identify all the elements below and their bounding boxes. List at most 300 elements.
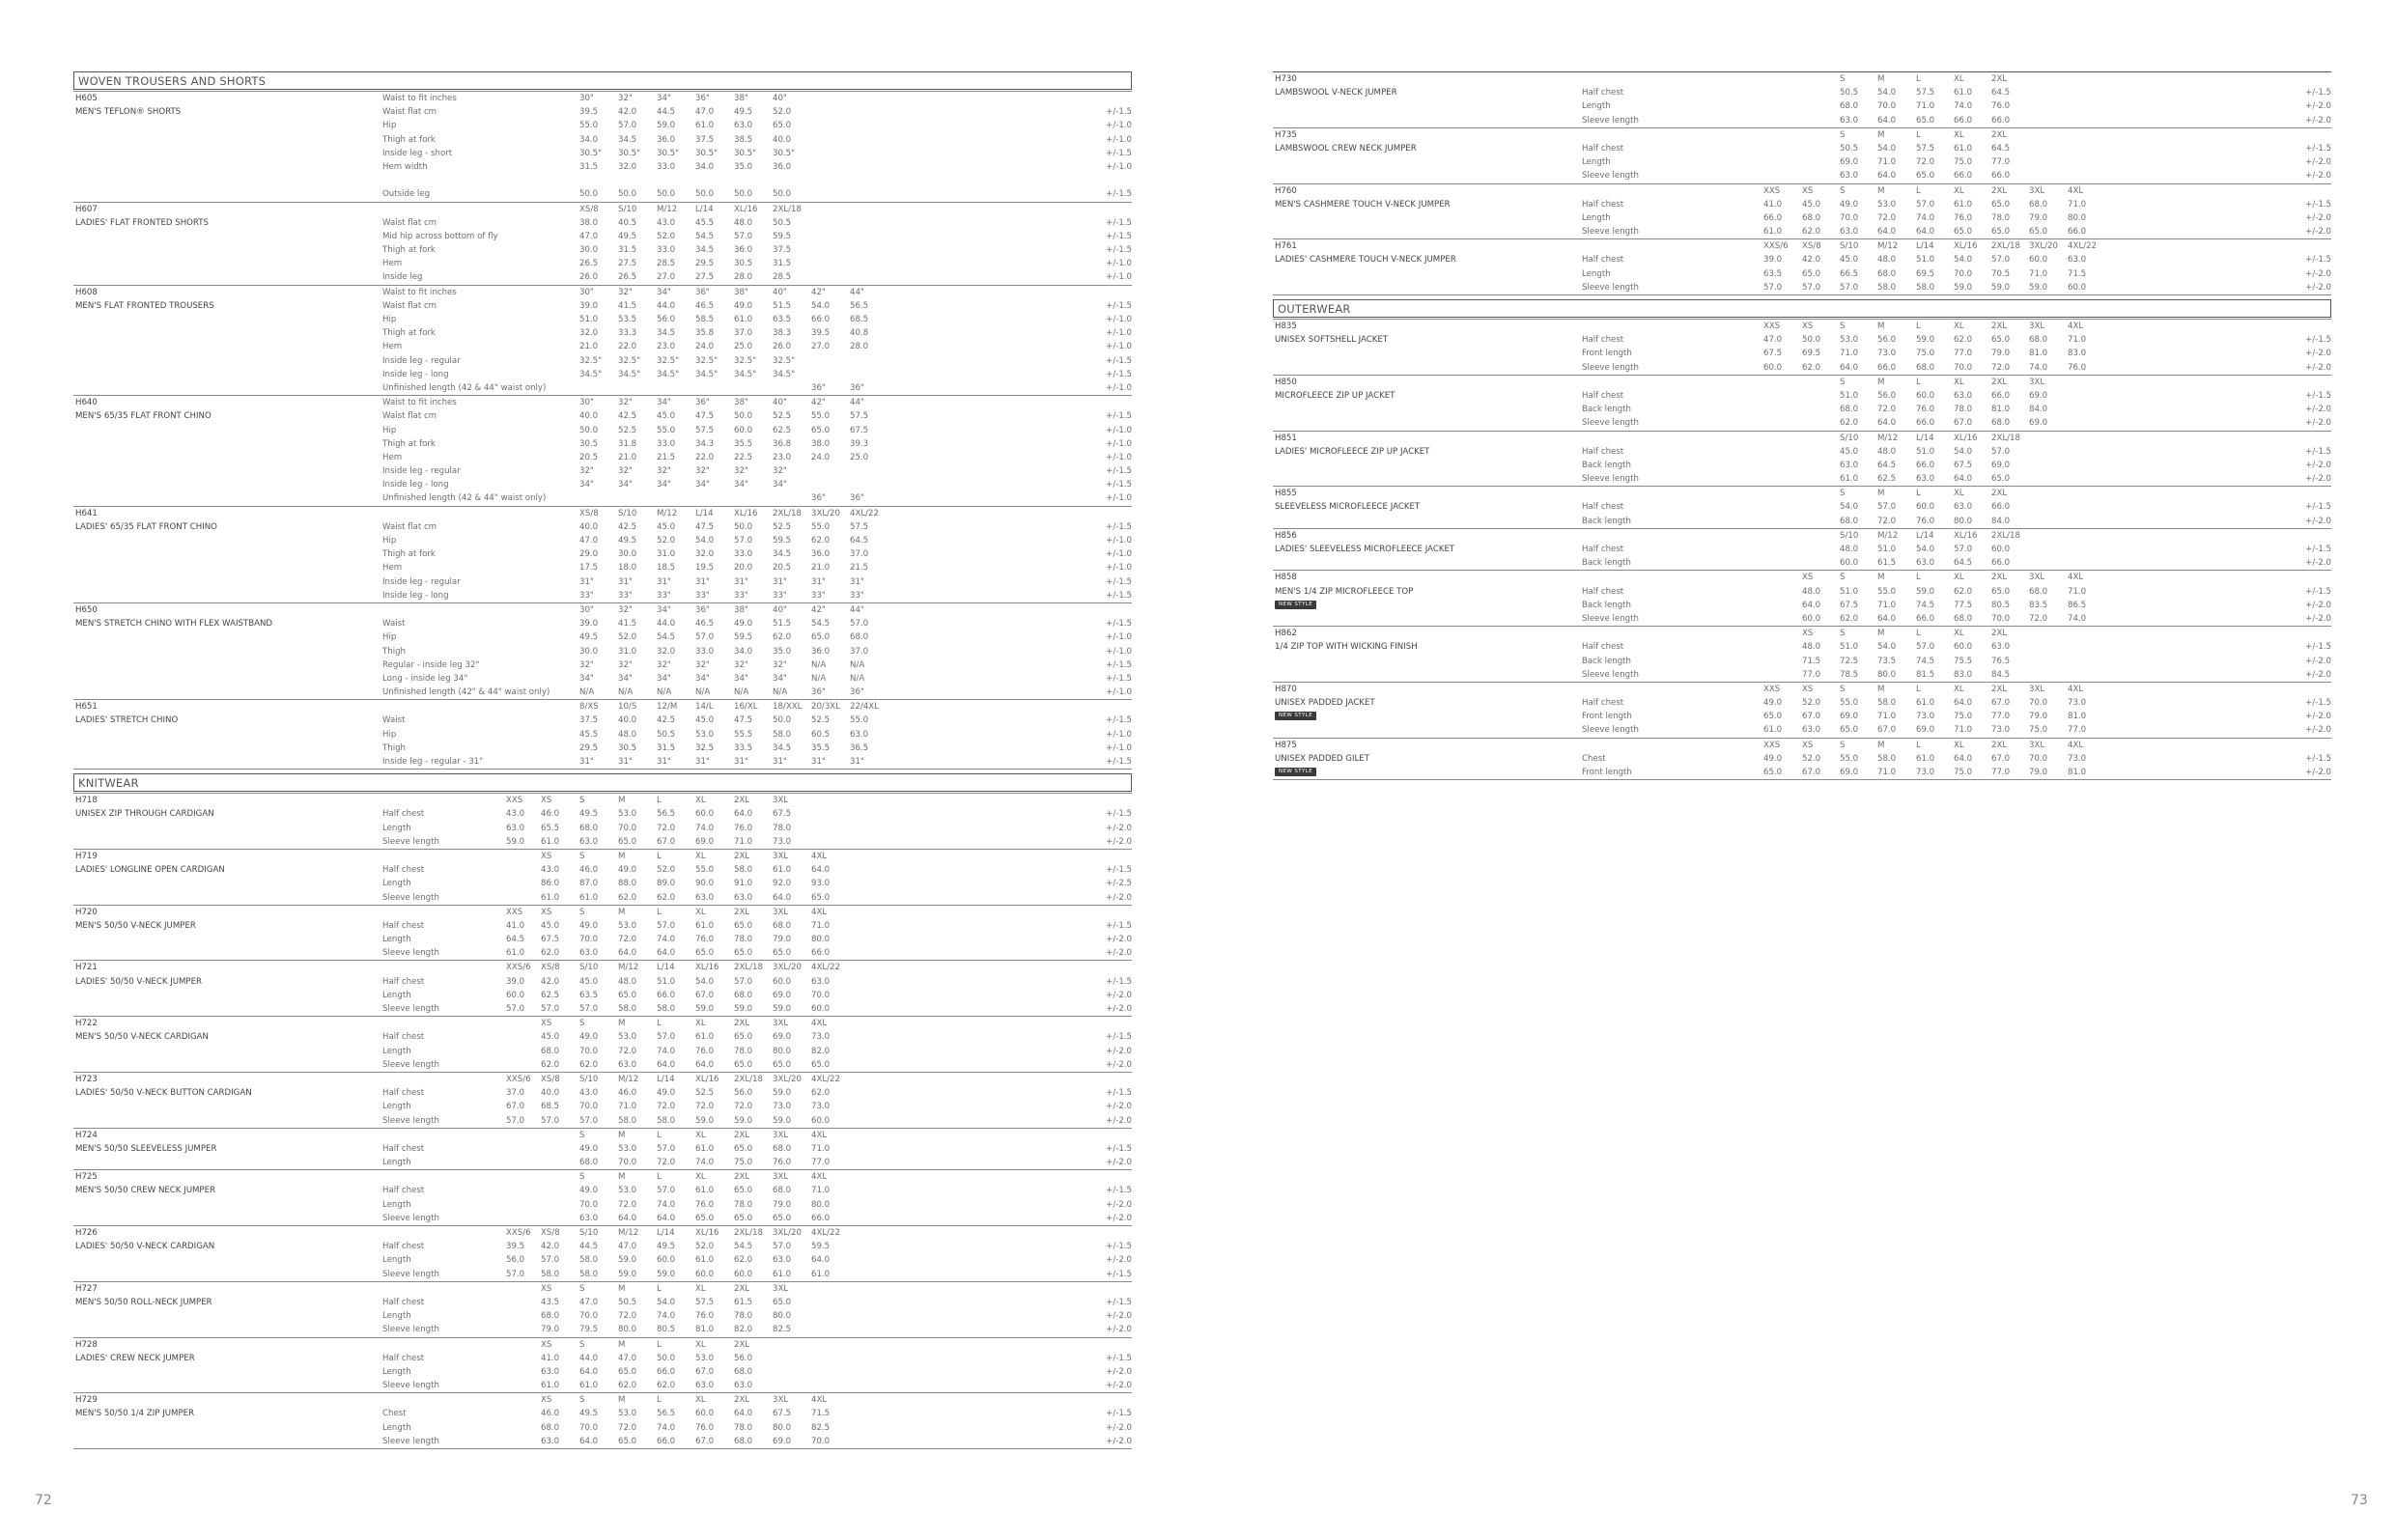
size-value: L (1916, 740, 1921, 750)
size-row (73, 105, 1132, 119)
size-value: 2XL/18 (734, 1228, 763, 1238)
size-value: 66.5 (1840, 268, 1859, 279)
size-value: 68.0 (579, 823, 599, 833)
size-value: 50.5 (1840, 143, 1859, 154)
measurement-label: Back length (1582, 656, 1631, 666)
size-value: 45.0 (541, 920, 560, 931)
size-row (73, 1170, 1132, 1184)
size-value: XL (1954, 740, 1964, 750)
size-value: 72.0 (1877, 516, 1897, 526)
size-value: 61.0 (579, 1381, 599, 1391)
size-value: 63.0 (734, 1381, 753, 1391)
size-value: 66.0 (1991, 171, 2011, 182)
size-row (73, 230, 1132, 243)
size-row (1273, 347, 2331, 360)
size-value: 78.0 (734, 1046, 753, 1056)
tolerance-value: +/-2.0 (2305, 282, 2331, 293)
size-value: S/10 (1840, 530, 1859, 541)
size-value: 59.0 (734, 1004, 753, 1014)
size-value: 68.0 (2029, 586, 2048, 597)
size-value: 25.0 (734, 342, 753, 352)
size-value: 66.0 (1954, 115, 1973, 126)
size-value: 21.0 (618, 452, 637, 462)
size-value: 52.5 (773, 521, 792, 532)
size-row (73, 742, 1132, 755)
size-value: 63.5 (773, 315, 792, 324)
product-code: H761 (1275, 241, 1297, 252)
size-value: 32" (695, 659, 710, 670)
size-value: 75.0 (1954, 768, 1973, 777)
tolerance-value: +/-1.0 (1106, 549, 1132, 560)
size-value: 31" (773, 757, 787, 767)
size-value: 36.0 (734, 245, 753, 256)
size-value: 79.0 (1991, 349, 2011, 359)
size-value: 65.0 (1916, 171, 1935, 182)
tolerance-value: +/-1.5 (1106, 466, 1132, 477)
size-value: 69.0 (773, 990, 792, 1000)
product-block (73, 1169, 1132, 1225)
size-value: 38.5 (734, 134, 753, 145)
size-value: 55.0 (657, 425, 676, 435)
size-row (1273, 766, 2331, 779)
tolerance-value: +/-1.5 (1106, 809, 1132, 820)
size-value: 48.0 (618, 729, 637, 740)
size-value: 55.0 (695, 865, 715, 876)
measurement-label: Hip (382, 729, 397, 740)
size-value: N/A (811, 673, 827, 684)
size-value: 61.0 (773, 1269, 792, 1279)
size-value: 65.0 (773, 948, 792, 959)
size-value: 70.0 (579, 935, 599, 945)
size-value: 78.0 (1954, 405, 1973, 415)
measurement-label: Inside leg - long (382, 369, 449, 379)
product-name: MEN'S 50/50 SLEEVELESS JUMPER (75, 1143, 217, 1154)
size-value: S/10 (579, 1074, 599, 1084)
size-row (73, 1268, 1132, 1281)
size-value: 37.5 (773, 245, 792, 256)
size-value: 61.0 (695, 1032, 715, 1043)
size-row (73, 368, 1132, 381)
product-code: H835 (1275, 322, 1297, 331)
measurement-label: Sleeve length (1582, 171, 1639, 182)
measurement-label: Sleeve length (382, 1436, 439, 1446)
size-row (73, 794, 1132, 807)
size-value: 3XL (2029, 377, 2045, 387)
size-row (73, 603, 1132, 617)
measurement-label: Length (1582, 212, 1611, 223)
product-block (1273, 528, 2331, 571)
size-value: 33.0 (657, 161, 676, 172)
size-value: 49.5 (618, 536, 637, 546)
size-value: 59.5 (773, 536, 792, 546)
size-value: 54.0 (1954, 446, 1973, 457)
measurement-label: Length (382, 1366, 411, 1377)
size-value: 61.0 (1954, 199, 1973, 210)
size-value: 50.0 (657, 189, 676, 200)
product-name: LADIES' 50/50 V-NECK JUMPER (75, 976, 203, 987)
measurement-label: Sleeve length (382, 1269, 439, 1279)
size-row (1273, 333, 2331, 347)
size-value: 68.5 (541, 1102, 560, 1112)
measurement-label: Length (382, 1158, 411, 1168)
size-value: 77.0 (1991, 768, 2011, 777)
size-value: 74.0 (2029, 362, 2048, 373)
size-row (73, 1212, 1132, 1225)
size-value: 22.0 (695, 452, 715, 462)
size-value: 33" (695, 590, 710, 601)
size-value: 71.0 (2068, 335, 2087, 346)
new-style-badge: NEW STYLE (1275, 601, 1316, 609)
size-value: 66.0 (811, 1213, 831, 1223)
size-value: 40.0 (773, 134, 792, 145)
size-value: XXS/6 (506, 1074, 531, 1084)
size-value: 58.0 (1916, 282, 1935, 293)
size-value: 54.0 (1877, 642, 1897, 653)
size-row (73, 822, 1132, 835)
measurement-label: Length (1582, 157, 1611, 168)
size-value: 68.0 (1916, 362, 1935, 373)
size-value: 76.0 (1916, 405, 1935, 415)
size-value: 78.0 (734, 1422, 753, 1433)
size-value: 36.8 (773, 438, 792, 449)
size-value: 32" (734, 466, 748, 477)
product-name: MICROFLEECE ZIP UP JACKET (1275, 390, 1395, 401)
size-value: 56.0 (1877, 390, 1897, 401)
size-value: 2XL/18 (773, 508, 802, 518)
size-value: 74.0 (1954, 101, 1973, 112)
tolerance-value: +/-1.5 (1106, 480, 1132, 490)
size-value: M (1877, 684, 1885, 694)
size-value: 49.0 (1763, 698, 1783, 709)
size-value: 34.5" (734, 369, 757, 379)
size-value: 63.0 (579, 948, 599, 959)
tolerance-value: +/-1.5 (1106, 245, 1132, 256)
size-value: 31.5 (773, 259, 792, 269)
size-row (73, 672, 1132, 686)
size-value: 65.0 (734, 948, 753, 959)
size-value: 64.0 (734, 1409, 753, 1419)
size-value: 60.0 (2068, 282, 2087, 293)
size-value: XS (1802, 185, 1814, 196)
size-value: 32.0 (657, 646, 676, 657)
size-value: 64.0 (1877, 613, 1897, 624)
size-value: 71.5 (811, 1409, 831, 1419)
size-value: M (1877, 74, 1885, 84)
size-value: XS/8 (579, 508, 599, 518)
size-value: 60.0 (773, 976, 792, 987)
size-value: 64.0 (811, 1255, 831, 1266)
measurement-label: Thigh at fork (382, 549, 436, 560)
size-value: 60.0 (695, 1409, 715, 1419)
size-value: 81.0 (2068, 768, 2087, 777)
size-value: 32" (657, 659, 671, 670)
product-name: LADIES' 50/50 V-NECK CARDIGAN (75, 1242, 215, 1252)
size-value: 62.0 (541, 1059, 560, 1070)
size-value: 4XL (2068, 185, 2084, 196)
product-block (73, 793, 1132, 849)
size-value: 64.0 (618, 948, 637, 959)
size-value: L (657, 1283, 662, 1294)
size-value: 47.5 (695, 521, 715, 532)
size-value: 2XL (734, 1339, 750, 1350)
size-value: 49.5 (734, 107, 753, 118)
size-value: 3XL/20 (2029, 241, 2058, 252)
size-row (73, 1352, 1132, 1365)
size-value: 57.0 (1916, 642, 1935, 653)
size-value: XS/8 (579, 204, 599, 214)
size-value: S (1840, 489, 1846, 499)
product-code: H862 (1275, 629, 1297, 639)
size-value: 65.0 (1991, 199, 2011, 210)
size-value: XL/16 (695, 1228, 719, 1238)
size-row (73, 1073, 1132, 1086)
size-value: 49.0 (618, 865, 637, 876)
tolerance-value: +/-2.0 (2305, 405, 2331, 415)
size-value: 32" (657, 466, 671, 477)
size-value: L (1916, 129, 1921, 140)
tolerance-value: +/-2.0 (1106, 1158, 1132, 1168)
size-value: 2XL (1991, 629, 2008, 639)
size-value: 43.5 (541, 1297, 560, 1307)
size-value: 62.0 (811, 1088, 831, 1099)
size-value: 22/4XL (850, 702, 879, 713)
size-value: 32.5" (657, 355, 680, 366)
measurement-label: Sleeve length (382, 1059, 439, 1070)
size-row (1273, 99, 2331, 113)
product-block (73, 1337, 1132, 1393)
size-value: 66.0 (1991, 390, 2011, 401)
product-code: H721 (75, 963, 98, 973)
size-value: 34.5" (618, 369, 641, 379)
product-code: H730 (1275, 74, 1297, 84)
size-value: 87.0 (579, 879, 599, 889)
size-row (1273, 184, 2331, 198)
size-value: 10/S (618, 702, 637, 713)
size-value: L (657, 1172, 662, 1183)
measurement-label: Half chest (382, 1143, 425, 1154)
size-value: 39.5 (506, 1242, 525, 1252)
size-row (73, 396, 1132, 409)
product-name: LADIES' SLEEVELESS MICROFLEECE JACKET (1275, 545, 1455, 554)
size-value: XS (541, 851, 552, 861)
size-value: 57.0 (1916, 199, 1935, 210)
size-value: 55.0 (811, 411, 831, 422)
size-value: 32" (579, 659, 594, 670)
size-value: 71.0 (811, 1186, 831, 1196)
tolerance-value: +/-2.0 (1106, 935, 1132, 945)
product-block (73, 1016, 1132, 1072)
size-value: 4XL (2068, 322, 2084, 331)
size-value: 65.0 (618, 1436, 637, 1446)
size-value: 64.0 (695, 1059, 715, 1070)
size-value: 58.0 (657, 1115, 676, 1126)
size-value: 66.0 (1916, 613, 1935, 624)
measurement-label: Inside leg - regular (382, 466, 461, 477)
size-value: 50.0 (695, 189, 715, 200)
measurement-label: Unfinished length (42 & 44" waist only) (382, 382, 547, 393)
size-value: 71.0 (2068, 199, 2087, 210)
size-value: 61.0 (1954, 143, 1973, 154)
measurement-label: Inside leg - long (382, 480, 449, 490)
measurement-label: Waist flat cm (382, 107, 437, 118)
size-value: 69.0 (1916, 725, 1935, 736)
measurement-label: Half chest (382, 1353, 425, 1363)
size-value: 50.0 (657, 1353, 676, 1363)
size-value: 76.0 (1916, 516, 1935, 526)
size-value: 70.0 (618, 823, 637, 833)
size-value: 48.0 (734, 217, 753, 228)
size-row (73, 1435, 1132, 1448)
size-value: 50.0 (579, 189, 599, 200)
size-value: 59.0 (734, 1115, 753, 1126)
size-row (73, 1309, 1132, 1323)
size-value: 67.0 (1991, 698, 2011, 709)
size-row (73, 658, 1132, 672)
product-code: H725 (75, 1172, 98, 1183)
size-value: 70.0 (1954, 362, 1973, 373)
size-value: 34" (734, 673, 748, 684)
tolerance-value: +/-2.0 (2305, 516, 2331, 526)
product-block (73, 849, 1132, 905)
size-value: 65.0 (618, 836, 637, 847)
measurement-label: Half chest (382, 976, 425, 987)
tolerance-value: +/-1.5 (2305, 390, 2331, 401)
size-value: 33.3 (618, 328, 637, 339)
size-value: M/12 (1877, 530, 1899, 541)
size-value: 41.5 (618, 619, 637, 630)
size-value: 40.0 (579, 521, 599, 532)
tolerance-value: +/-1.0 (1106, 272, 1132, 283)
right-page (1273, 71, 2331, 784)
size-value: 31" (811, 576, 826, 587)
measurement-label: Chest (382, 1409, 407, 1419)
size-value: 50.0 (773, 189, 792, 200)
size-value: 2XL (1991, 322, 2008, 331)
size-value: 57.0 (541, 1115, 560, 1126)
size-value: 70.0 (579, 1046, 599, 1056)
size-value: 70.0 (579, 1311, 599, 1322)
size-value: XL/16 (1954, 241, 1978, 252)
size-value: 69.0 (1840, 157, 1859, 168)
size-value: 68.0 (541, 1422, 560, 1433)
size-value: 34.5 (773, 549, 792, 560)
size-value: 57.0 (579, 1004, 599, 1014)
size-value: 52.0 (657, 536, 676, 546)
size-value: 31.0 (618, 646, 637, 657)
size-value: 63.0 (734, 892, 753, 903)
size-value: 2XL (1991, 185, 2008, 196)
product-name: UNISEX PADDED JACKET (1275, 698, 1375, 709)
size-value: 49.5 (657, 1242, 676, 1252)
size-value: 71.0 (2029, 268, 2048, 279)
product-name: MEN'S 65/35 FLAT FRONT CHINO (75, 411, 211, 422)
tolerance-value: +/-1.0 (1106, 536, 1132, 546)
size-value: 2XL (1991, 740, 2008, 750)
size-value: 61.0 (1954, 88, 1973, 98)
size-value: 79.0 (2029, 768, 2048, 777)
size-value: 21.5 (850, 563, 869, 574)
size-row (1273, 72, 2331, 86)
size-value: 48.0 (1802, 586, 1821, 597)
size-value: 31" (811, 757, 826, 767)
size-value: 59.0 (618, 1269, 637, 1279)
size-row (1273, 752, 2331, 766)
product-block (1273, 682, 2331, 738)
size-value: XL/16 (1954, 433, 1978, 443)
size-row (73, 160, 1132, 174)
size-row (73, 203, 1132, 216)
size-value: 51.0 (1840, 390, 1859, 401)
size-value: 49.5 (618, 231, 637, 241)
size-value: 58.0 (541, 1269, 560, 1279)
size-value: 81.0 (2068, 712, 2087, 722)
size-value: XS (1802, 740, 1814, 750)
measurement-label: Inside leg - short (382, 148, 453, 158)
size-value: M (1877, 573, 1885, 583)
size-value: 84.0 (2029, 405, 2048, 415)
section-end-rule (1273, 779, 2331, 784)
size-row (73, 534, 1132, 547)
size-row (73, 299, 1132, 313)
size-value: 65.0 (1802, 268, 1821, 279)
product-name: MEN'S 50/50 ROLL-NECK JUMPER (75, 1297, 212, 1307)
size-value: 2XL/18 (734, 963, 763, 973)
size-value: 42.5 (618, 521, 637, 532)
size-value: 66.0 (1991, 502, 2011, 513)
size-value: 80.0 (773, 1046, 792, 1056)
size-value: 63.0 (1802, 725, 1821, 736)
size-value: 44.5 (579, 1242, 599, 1252)
size-value: 47.0 (579, 1297, 599, 1307)
size-value: XL (695, 1283, 706, 1294)
size-value: 32.0 (579, 328, 599, 339)
size-value: XL (695, 1130, 706, 1140)
size-value: 68.0 (1840, 405, 1859, 415)
size-value: 62.0 (541, 948, 560, 959)
measurement-label: Thigh at fork (382, 438, 436, 449)
size-value: 61.0 (541, 892, 560, 903)
size-value: 70.0 (1991, 613, 2011, 624)
size-value: 63.0 (1840, 227, 1859, 238)
measurement-label: Inside leg - regular (382, 576, 461, 587)
tolerance-value: +/-2.0 (2305, 115, 2331, 126)
size-value: 36.5 (850, 742, 869, 753)
size-value: 70.0 (2029, 753, 2048, 764)
size-value: 47.5 (695, 411, 715, 422)
size-row (73, 561, 1132, 574)
size-value: 61.0 (811, 1269, 831, 1279)
size-value: 76.0 (2068, 362, 2087, 373)
size-value: 4XL/22 (811, 963, 840, 973)
measurement-label: Front length (1582, 712, 1632, 722)
size-value: 68.0 (541, 1046, 560, 1056)
size-value: 34.0 (579, 134, 599, 145)
size-value: 51.0 (1916, 446, 1935, 457)
measurement-label: Hem (382, 342, 403, 352)
size-value: 46.0 (579, 865, 599, 876)
size-row (73, 1379, 1132, 1392)
size-value: 73.0 (1991, 725, 2011, 736)
size-value: 34.3 (695, 438, 715, 449)
size-value: 30.0 (579, 646, 599, 657)
tolerance-value: +/-2.0 (1106, 1255, 1132, 1266)
size-value: 31.5 (579, 161, 599, 172)
size-value: 60.0 (734, 1269, 753, 1279)
product-block (1273, 127, 2331, 183)
size-value: 63.0 (579, 1213, 599, 1223)
size-value: 45.0 (541, 1032, 560, 1043)
size-value: 30.5 (579, 438, 599, 449)
